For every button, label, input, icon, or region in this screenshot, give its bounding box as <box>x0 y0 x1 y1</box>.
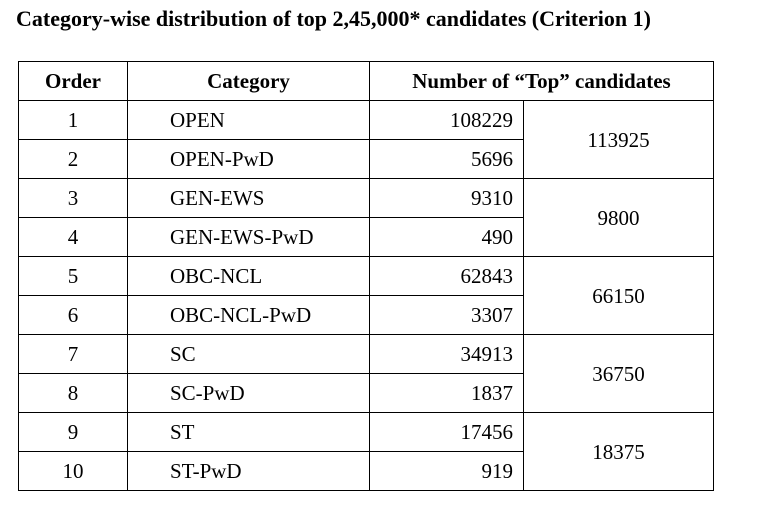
order-cell: 10 <box>19 452 128 491</box>
number-cell: 5696 <box>370 140 524 179</box>
category-cell: GEN-EWS <box>128 179 370 218</box>
group-total-cell: 36750 <box>524 335 714 413</box>
table-row <box>19 257 714 296</box>
category-cell: GEN-EWS-PwD <box>128 218 370 257</box>
table-title: Category-wise distribution of top 2,45,000* candidates (Criterion 1) <box>16 6 651 31</box>
table-row <box>19 335 714 374</box>
number-cell: 62843 <box>370 257 524 296</box>
header-order: Order <box>19 62 128 101</box>
table-row <box>19 101 714 140</box>
header-number: Number of “Top” candidates <box>370 62 714 101</box>
group-total-cell: 18375 <box>524 413 714 491</box>
category-cell: OBC-NCL-PwD <box>128 296 370 335</box>
order-cell: 9 <box>19 413 128 452</box>
order-cell: 2 <box>19 140 128 179</box>
number-cell: 919 <box>370 452 524 491</box>
number-cell: 17456 <box>370 413 524 452</box>
number-cell: 34913 <box>370 335 524 374</box>
group-total-cell: 66150 <box>524 257 714 335</box>
table-row <box>19 179 714 218</box>
order-cell: 4 <box>19 218 128 257</box>
category-cell: SC <box>128 335 370 374</box>
number-cell: 1837 <box>370 374 524 413</box>
number-cell: 108229 <box>370 101 524 140</box>
order-cell: 7 <box>19 335 128 374</box>
category-cell: OPEN-PwD <box>128 140 370 179</box>
number-cell: 9310 <box>370 179 524 218</box>
order-cell: 1 <box>19 101 128 140</box>
table-row <box>19 413 714 452</box>
category-cell: OPEN <box>128 101 370 140</box>
category-cell: SC-PwD <box>128 374 370 413</box>
number-cell: 490 <box>370 218 524 257</box>
group-total-cell: 9800 <box>524 179 714 257</box>
header-category: Category <box>128 62 370 101</box>
header-row <box>19 62 714 101</box>
category-cell: OBC-NCL <box>128 257 370 296</box>
category-cell: ST-PwD <box>128 452 370 491</box>
order-cell: 3 <box>19 179 128 218</box>
number-cell: 3307 <box>370 296 524 335</box>
candidates-table <box>18 61 714 491</box>
order-cell: 5 <box>19 257 128 296</box>
group-total-cell: 113925 <box>524 101 714 179</box>
category-cell: ST <box>128 413 370 452</box>
order-cell: 6 <box>19 296 128 335</box>
order-cell: 8 <box>19 374 128 413</box>
